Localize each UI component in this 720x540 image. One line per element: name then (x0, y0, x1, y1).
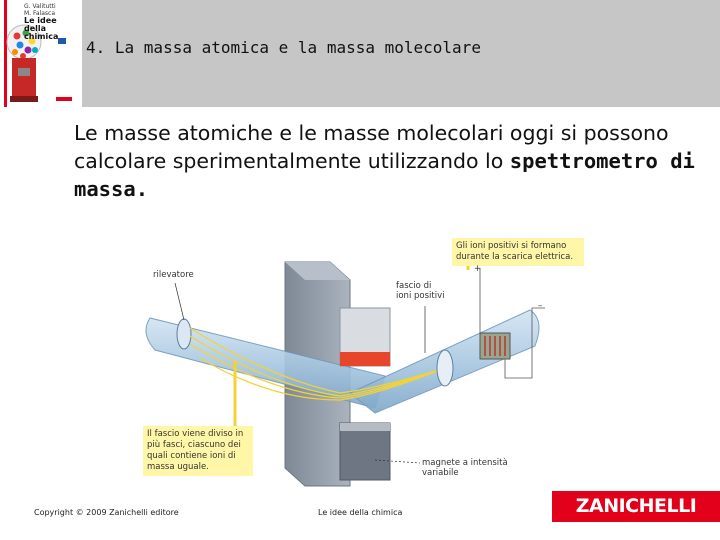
publisher-logo: ZANICHELLI (552, 491, 720, 522)
book-cover-name: Le idee della chimica (24, 16, 59, 41)
book-cover-title (24, 3, 80, 41)
book-cover (0, 0, 82, 107)
beam-split-callout: Il fascio viene diviso in più fasci, ciascuno dei quali contiene ioni di massa uguale. (143, 426, 253, 476)
positive-ion-beam-label: fascio di ioni positivi (396, 281, 445, 301)
lead-bold-term: spettrometro di massa. (74, 149, 695, 201)
negative-terminal-label: – (538, 301, 543, 311)
slide-title: 4. La massa atomica e la massa molecolare (86, 38, 481, 57)
detector-label: rilevatore (153, 270, 194, 280)
ion-formation-callout: Gli ioni positivi si formano durante la scarica elettrica. (452, 238, 584, 266)
magnet-label: magnete a intensità variabile (422, 458, 508, 478)
mass-spectrometer-diagram (140, 228, 585, 488)
slide-header (0, 0, 720, 107)
footer-book-title: Le idee della chimica (318, 508, 403, 517)
copyright-text: Copyright © 2009 Zanichelli editore (34, 508, 179, 517)
lead-paragraph (74, 119, 704, 203)
lead-text: Le masse atomiche e le masse molecolari oggi si possono calcolare sperimentalmente utilizzando lo (74, 121, 669, 173)
book-cover-author: G. Valitutti M. Falasca (24, 3, 56, 17)
positive-terminal-label: + (474, 264, 482, 274)
